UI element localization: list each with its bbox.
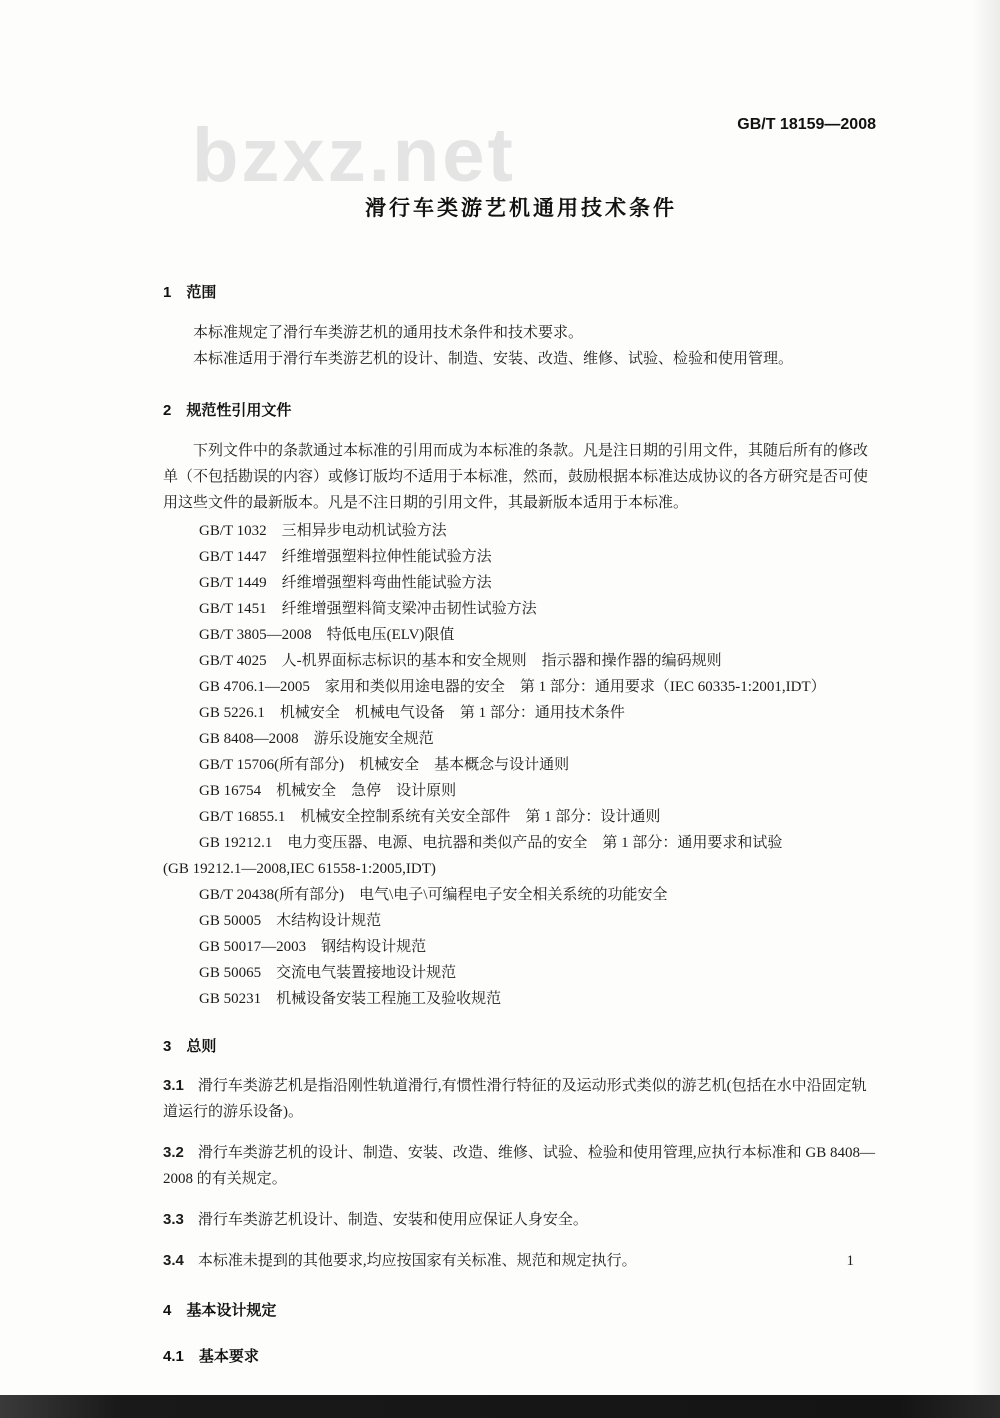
reference-item: GB/T 1449 纤维增强塑料弯曲性能试验方法 [199, 575, 492, 591]
clause-3-4 [163, 1248, 879, 1274]
reference-item: GB 4706.1—2005 家用和类似用途电器的安全 第 1 部分：通用要求（IEC 60335-1:2001,IDT） [199, 679, 826, 695]
watermark-text: bzxz.net [192, 113, 516, 198]
document-content [163, 0, 879, 1370]
reference-item-continuation: (GB 19212.1—2008,IEC 61558-1:2005,IDT) [163, 861, 436, 877]
reference-item: GB/T 4025 人-机界面标志标识的基本和安全规则 指示器和操作器的编码规则 [199, 653, 722, 669]
clause-3-3 [163, 1207, 879, 1233]
page-number: 1 [846, 1253, 854, 1269]
section-1-paragraph: 本标准适用于滑行车类游艺机的设计、制造、安装、改造、维修、试验、检验和使用管理。 [193, 351, 794, 367]
standard-number: GB/T 18159—2008 [737, 116, 876, 133]
scan-bottom-edge [0, 1395, 1000, 1418]
section-1-paragraph: 本标准规定了滑行车类游艺机的通用技术条件和技术要求。 [193, 325, 584, 341]
scan-edge-shading [972, 0, 1000, 1418]
reference-item: GB/T 1032 三相异步电动机试验方法 [199, 523, 447, 539]
document-title: 滑行车类游艺机通用技术条件 [365, 197, 677, 220]
clause-number: 3.3 [163, 1211, 184, 1228]
reference-item: GB 16754 机械安全 急停 设计原则 [199, 783, 457, 799]
reference-item: GB/T 1447 纤维增强塑料拉伸性能试验方法 [199, 549, 492, 565]
clause-text: 本标准未提到的其他要求,均应按国家有关标准、规范和规定执行。 [197, 1253, 637, 1269]
reference-item: GB 8408—2008 游乐设施安全规范 [199, 731, 434, 747]
reference-item: GB/T 16855.1 机械安全控制系统有关安全部件 第 1 部分：设计通则 [199, 809, 661, 825]
clause-number: 3.1 [163, 1077, 184, 1094]
reference-item: GB 50231 机械设备安装工程施工及验收规范 [199, 991, 502, 1007]
clause-number: 3.2 [163, 1144, 184, 1161]
reference-item: GB/T 20438(所有部分) 电气\电子\可编程电子安全相关系统的功能安全 [199, 887, 668, 903]
section-4-1-heading: 4.1 基本要求 [163, 1348, 259, 1365]
clause-text: 滑行车类游艺机设计、制造、安装和使用应保证人身安全。 [197, 1212, 588, 1228]
reference-item: GB/T 1451 纤维增强塑料简支梁冲击韧性试验方法 [199, 601, 537, 617]
section-4-heading: 4 基本设计规定 [163, 1302, 277, 1319]
section-1-heading: 1 范围 [163, 284, 217, 301]
reference-item: GB 19212.1 电力变压器、电源、电抗器和类似产品的安全 第 1 部分：通用要求和试验 [199, 835, 783, 851]
clause-text: 滑行车类游艺机的设计、制造、安装、改造、维修、试验、检验和使用管理,应执行本标准和 GB 8408—2008 的有关规定。 [163, 1145, 875, 1187]
reference-item: GB 50065 交流电气装置接地设计规范 [199, 965, 457, 981]
reference-item: GB 50005 木结构设计规范 [199, 913, 382, 929]
reference-list [163, 518, 879, 1012]
section-3-heading: 3 总则 [163, 1038, 217, 1055]
section-2-intro: 下列文件中的条款通过本标准的引用而成为本标准的条款。凡是注日期的引用文件，其随后所有的修改单（不包括勘误的内容）或修订版均不适用于本标准，然而，鼓励根据本标准达成协议的各方研究是否可使用这些文件的最新版本。凡是不注日期的引用文件，其最新版本适用于本标准。 [163, 443, 869, 511]
clause-number: 3.4 [163, 1252, 184, 1269]
reference-item: GB/T 15706(所有部分) 机械安全 基本概念与设计通则 [199, 757, 570, 773]
reference-item: GB 5226.1 机械安全 机械电气设备 第 1 部分：通用技术条件 [199, 705, 625, 721]
clause-text: 滑行车类游艺机是指沿刚性轨道滑行,有惯性滑行特征的及运动形式类似的游艺机(包括在水中沿固定轨道运行的游乐设备)。 [163, 1078, 867, 1120]
clause-3-1 [163, 1073, 879, 1125]
reference-item: GB/T 3805—2008 特低电压(ELV)限值 [199, 627, 455, 643]
section-2-heading: 2 规范性引用文件 [163, 402, 292, 419]
clause-3-2 [163, 1140, 879, 1192]
reference-item: GB 50017—2003 钢结构设计规范 [199, 939, 427, 955]
